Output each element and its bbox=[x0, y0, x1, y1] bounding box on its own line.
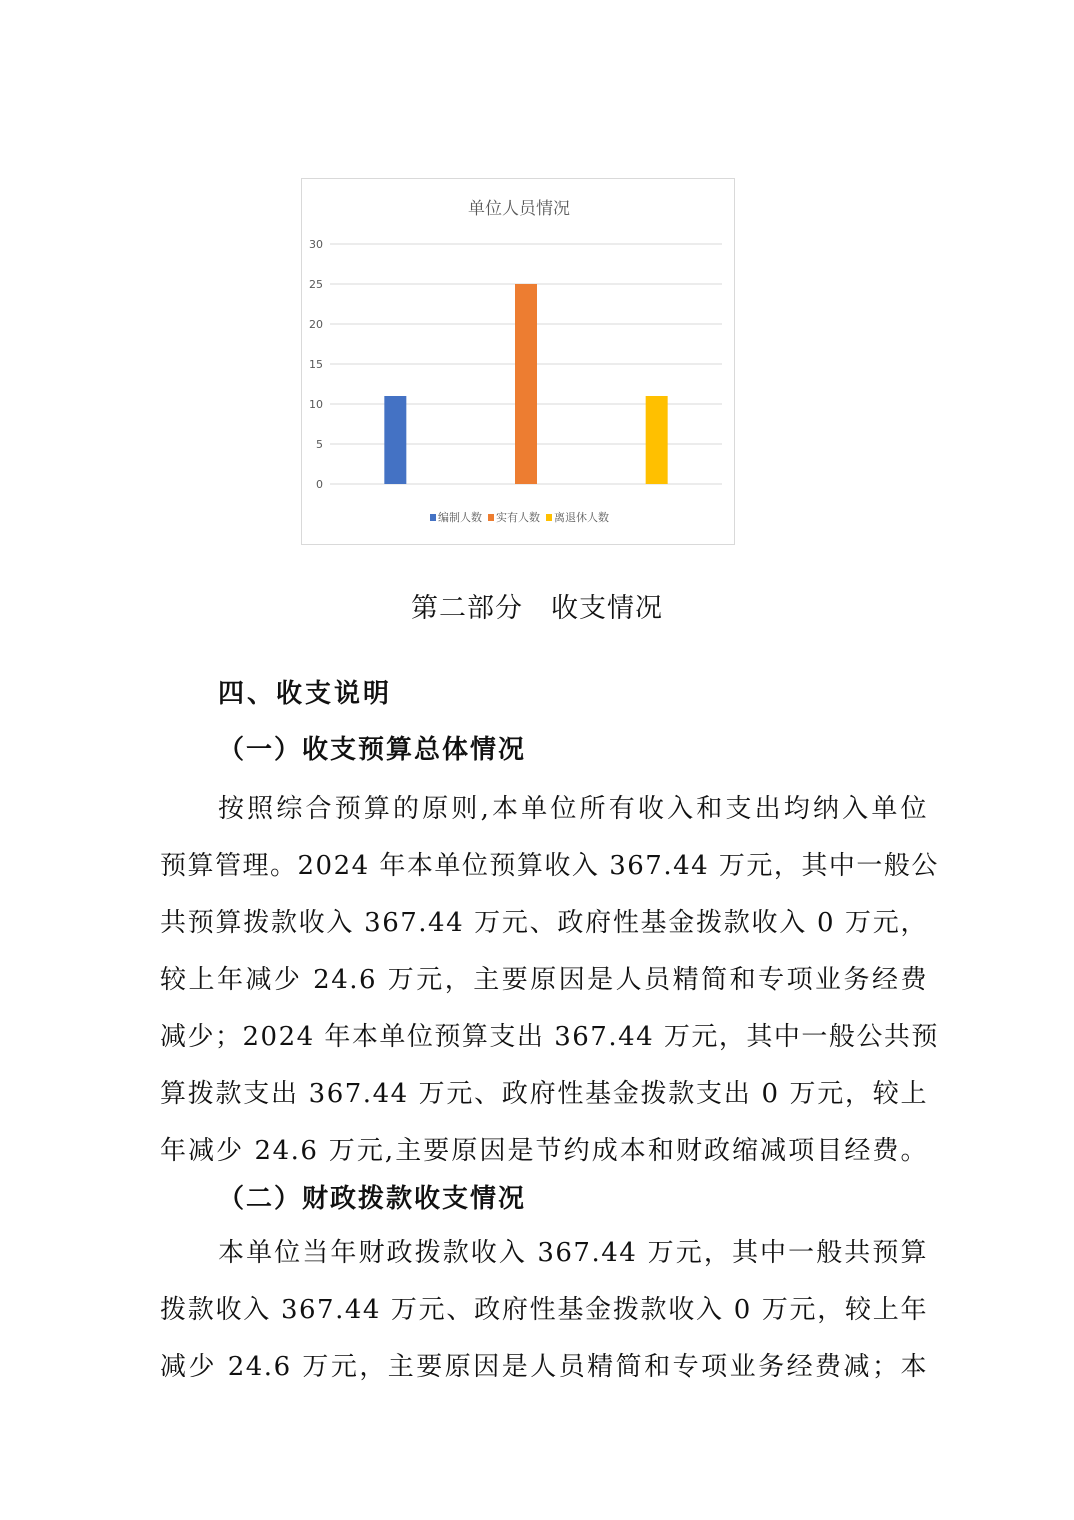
bar bbox=[384, 396, 406, 484]
y-tick-label: 30 bbox=[309, 238, 323, 251]
bar bbox=[515, 284, 537, 484]
paragraph-line: 本单位当年财政拨款收入 367.44 万元，其中一般共预算 bbox=[218, 1238, 928, 1268]
chart-title: 单位人员情况 bbox=[468, 199, 570, 219]
paragraph-line: 拨款收入 367.44 万元、政府性基金拨款收入 0 万元，较上年 bbox=[160, 1295, 928, 1325]
paragraph-line: 共预算拨款收入 367.44 万元、政府性基金拨款收入 0 万元， bbox=[160, 908, 928, 938]
paragraph-line: 按照综合预算的原则,本单位所有收入和支出均纳入单位 bbox=[218, 794, 928, 824]
legend-label: 离退休人数 bbox=[554, 511, 609, 524]
legend-label: 实有人数 bbox=[496, 511, 540, 524]
paragraph-line: 较上年减少 24.6 万元，主要原因是人员精简和专项业务经费 bbox=[160, 965, 928, 995]
legend-swatch bbox=[430, 514, 436, 521]
paragraph-fiscal-allocation bbox=[160, 1225, 928, 1396]
paragraph-budget-overview bbox=[160, 781, 939, 1180]
legend-swatch bbox=[488, 514, 494, 521]
y-tick-label: 10 bbox=[309, 398, 323, 411]
paragraph-line: 年减少 24.6 万元,主要原因是节约成本和财政缩减项目经费。 bbox=[160, 1136, 928, 1166]
subsection-heading-2: （二）财政拨款收支情况 bbox=[218, 1184, 527, 1214]
paragraph-line: 预算管理。2024 年本单位预算收入 367.44 万元，其中一般公 bbox=[160, 851, 939, 881]
staff-chart bbox=[301, 178, 735, 545]
staff-bar-chart bbox=[302, 179, 736, 546]
y-tick-label: 0 bbox=[316, 478, 323, 491]
y-tick-label: 15 bbox=[309, 358, 323, 371]
legend-swatch bbox=[546, 514, 552, 521]
paragraph-line: 减少 24.6 万元，主要原因是人员精简和专项业务经费减；本 bbox=[160, 1352, 928, 1382]
subsection-heading-1: （一）收支预算总体情况 bbox=[218, 735, 527, 765]
legend-label: 编制人数 bbox=[438, 511, 482, 524]
y-tick-label: 25 bbox=[309, 278, 323, 291]
paragraph-line: 算拨款支出 367.44 万元、政府性基金拨款支出 0 万元，较上 bbox=[160, 1079, 928, 1109]
y-tick-label: 20 bbox=[309, 318, 323, 331]
paragraph-line: 减少；2024 年本单位预算支出 367.44 万元，其中一般公共预 bbox=[160, 1022, 939, 1052]
section-heading: 四、收支说明 bbox=[218, 679, 393, 709]
bar bbox=[646, 396, 668, 484]
y-tick-label: 5 bbox=[316, 438, 323, 451]
part-title: 第二部分 收支情况 bbox=[411, 593, 663, 624]
